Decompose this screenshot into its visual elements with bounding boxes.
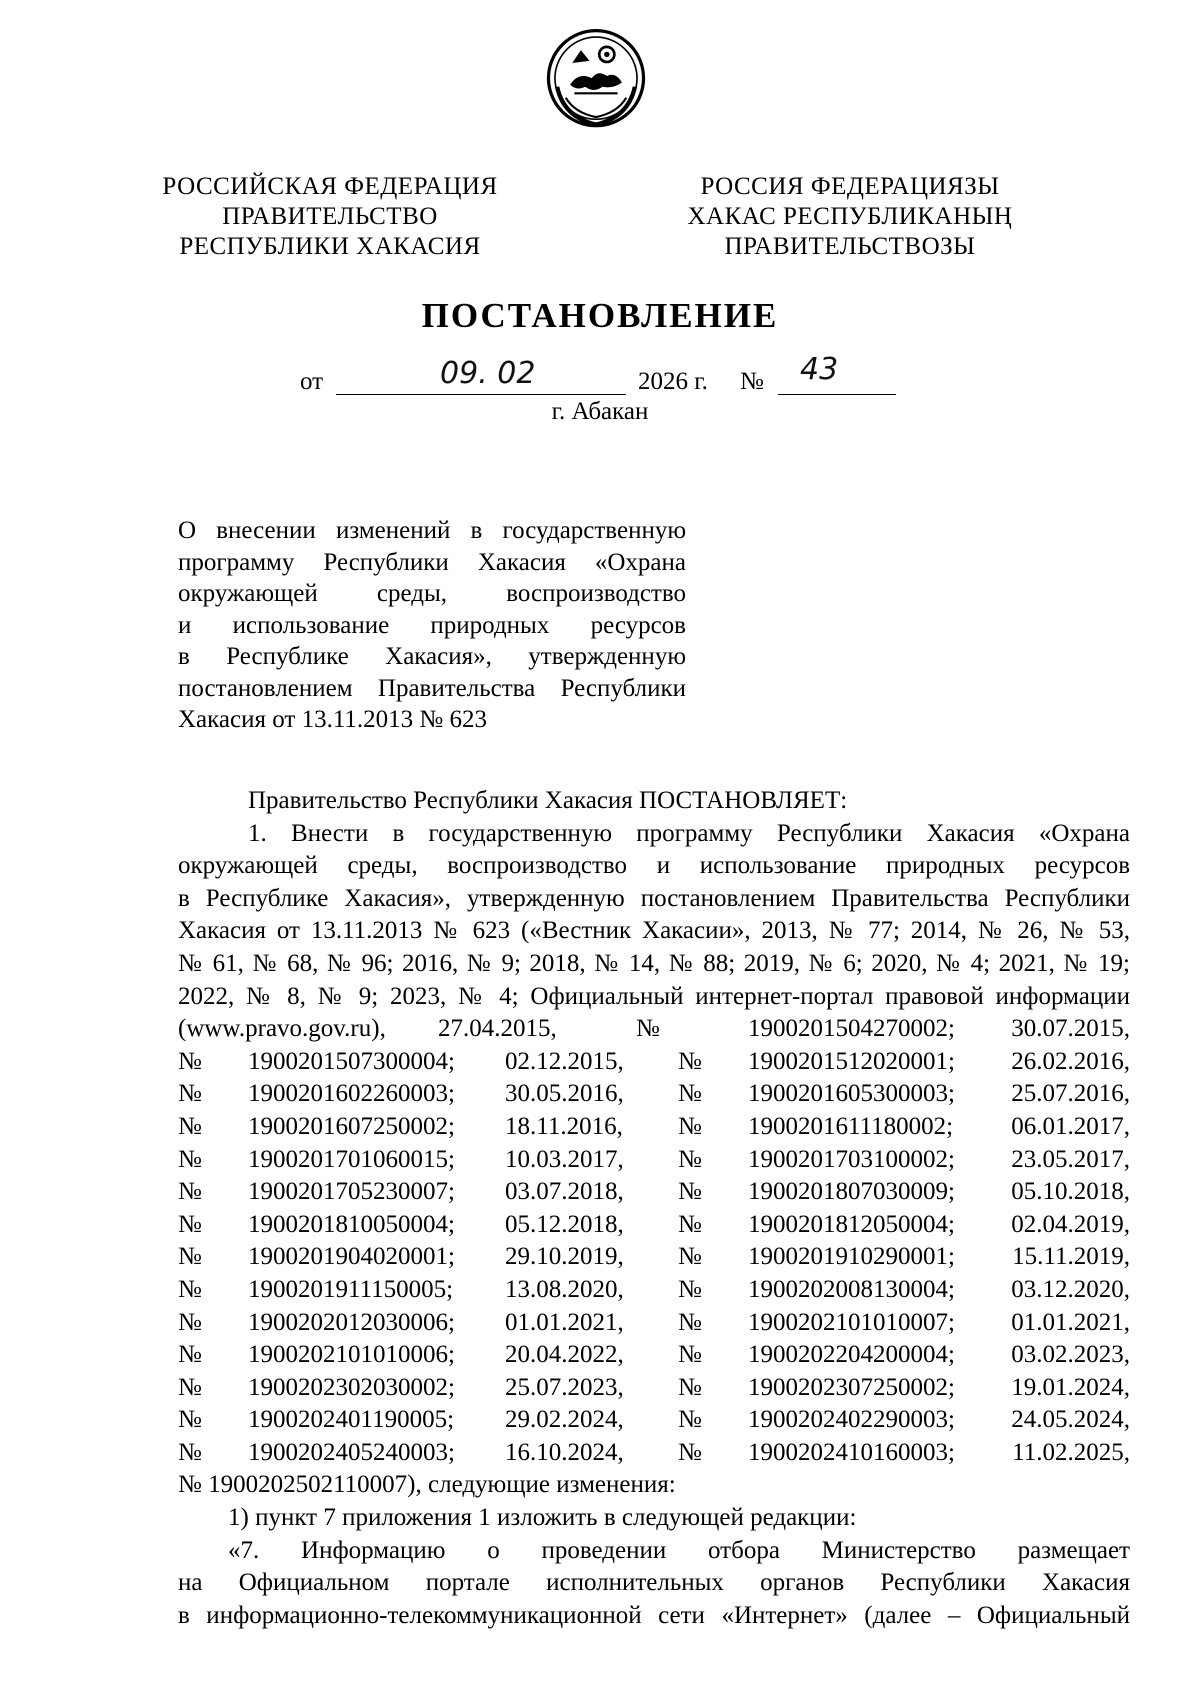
handwritten-number: 43 — [800, 352, 839, 387]
reg-num: 1900202204200004; — [748, 1341, 955, 1369]
registry-row — [178, 1372, 1130, 1405]
preamble: Правительство Республики Хакасия ПОСТАНОВЛЯЕТ: — [248, 787, 848, 814]
reg-no: № — [678, 1341, 702, 1369]
reg-date: 02.04.2019, — [1011, 1210, 1130, 1238]
reg-no: № — [678, 1112, 702, 1140]
reg-date: 29.02.2024, — [505, 1406, 624, 1434]
reg-num: 1900201512020001; — [748, 1047, 955, 1075]
reg-no: № — [636, 1015, 660, 1043]
reg-date: 18.11.2016, — [505, 1112, 623, 1140]
reg-num: 1900201810050004; — [248, 1210, 455, 1238]
reg-date: 25.07.2016, — [1011, 1080, 1130, 1108]
reg-date: 16.10.2024, — [505, 1438, 624, 1466]
header-left-line: ПРАВИТЕЛЬСТВО — [222, 203, 438, 230]
reg-date: 02.12.2015, — [505, 1047, 624, 1075]
reg-date: 24.05.2024, — [1011, 1406, 1130, 1434]
reg-num: 1900202012030006; — [248, 1308, 455, 1336]
subject-line: окружающей среды, воспроизводство — [178, 580, 686, 607]
reg-num: 1900202101010006; — [248, 1341, 455, 1369]
subject-block — [178, 515, 686, 736]
reg-num: 1900202402290003; — [748, 1406, 955, 1434]
reg-no: № — [178, 1080, 202, 1108]
reg-no: № — [678, 1406, 702, 1434]
reg-num: 1900201911150005; — [248, 1275, 454, 1303]
reg-date: 25.07.2023, — [505, 1373, 624, 1401]
reg-no: № — [178, 1341, 202, 1369]
reg-num: 1900202101010007; — [748, 1308, 955, 1336]
reg-date: 05.12.2018, — [505, 1210, 624, 1238]
reg-num: 1900201705230007; — [248, 1178, 455, 1206]
handwritten-date: 09. 02 — [440, 356, 536, 391]
reg-no: № — [678, 1145, 702, 1173]
registry-row-first — [178, 1013, 1130, 1046]
body-line: 1. Внести в государственную программу Республики Хакасия «Охрана — [248, 819, 1130, 847]
reg-num: 1900201904020001; — [248, 1243, 455, 1271]
body-line: окружающей среды, воспроизводство и использование природных ресурсов — [178, 852, 1130, 880]
quote-line: «7. Информацию о проведении отбора Министерство размещает — [228, 1536, 1130, 1564]
reg-no: № — [178, 1438, 202, 1466]
registry-row — [178, 1274, 1130, 1307]
reg-num: 1900201701060015; — [248, 1145, 455, 1173]
reg-num: 1900201812050004; — [748, 1210, 955, 1238]
reg-num: 1900202410160003; — [748, 1438, 955, 1466]
site-ref: (www.pravo.gov.ru), — [178, 1015, 386, 1043]
subject-line: постановлением Правительства Республики — [178, 674, 686, 702]
reg-date: 26.02.2016, — [1011, 1047, 1130, 1075]
reg-num: 1900201607250002; — [248, 1112, 455, 1140]
quote-line: в информационно-телекоммуникационной сети «Интернет» (далее – Официальный — [178, 1601, 1130, 1629]
reg-no: № — [678, 1080, 702, 1108]
reg-num: 1900201703100002; — [748, 1145, 955, 1173]
registry-row — [178, 1046, 1130, 1079]
reg-no: № — [178, 1178, 202, 1206]
registry-row — [178, 1209, 1130, 1242]
registry-row — [178, 1241, 1130, 1274]
reg-date: 03.02.2023, — [1011, 1341, 1130, 1369]
header-right — [620, 172, 1080, 262]
reg-num: 1900202307250002; — [748, 1373, 955, 1401]
reg-no: № — [178, 1308, 202, 1336]
reg-date: 15.11.2019, — [1012, 1243, 1130, 1271]
city: г. Абакан — [551, 398, 649, 425]
reg-num: 1900201611180002; — [748, 1112, 954, 1140]
registry-row — [178, 1404, 1130, 1437]
quote-line: на Официальном портале исполнительных органов Республики Хакасия — [178, 1569, 1130, 1597]
reg-date: 23.05.2017, — [1011, 1145, 1130, 1173]
header-left-line: РОССИЙСКАЯ ФЕДЕРАЦИЯ — [162, 173, 498, 200]
reg-no: № — [678, 1275, 702, 1303]
coat-of-arms-icon — [542, 22, 650, 130]
subject-line: программу Республики Хакасия «Охрана — [178, 548, 686, 576]
body-line: 2022, № 8, № 9; 2023, № 4; Официальный интернет-портал правовой информации — [178, 982, 1130, 1010]
reg-no: № — [678, 1178, 702, 1206]
reg-no: № — [678, 1210, 702, 1238]
reg-date: 19.01.2024, — [1011, 1373, 1130, 1401]
subject-line: и использование природных ресурсов — [178, 611, 686, 639]
reg-date: 03.07.2018, — [505, 1178, 624, 1206]
item-1: 1) пункт 7 приложения 1 изложить в следующей редакции: — [228, 1504, 857, 1532]
reg-date: 29.10.2019, — [505, 1243, 624, 1271]
reg-date: 30.05.2016, — [505, 1080, 624, 1108]
reg-no: № — [178, 1047, 202, 1075]
reg-date: 10.03.2017, — [505, 1145, 624, 1173]
reg-num: 1900201807030009; — [748, 1178, 955, 1206]
reg-no: № — [678, 1047, 702, 1075]
reg-date: 30.07.2015, — [1011, 1015, 1130, 1043]
registry-row — [178, 1144, 1130, 1177]
reg-date: 01.01.2021, — [1011, 1308, 1130, 1336]
reg-date: 13.08.2020, — [505, 1275, 624, 1303]
year-label: 2026 г. — [638, 368, 708, 395]
header-right-line: ХАКАС РЕСПУБЛИКАНЫҢ — [687, 203, 1013, 230]
reg-no: № — [678, 1373, 702, 1401]
subject-line: Хакасия от 13.11.2013 № 623 — [178, 706, 488, 733]
reg-date: 06.01.2017, — [1011, 1112, 1130, 1140]
reg-date: 27.04.2015, — [438, 1015, 557, 1043]
reg-num: 1900201504270002; — [748, 1015, 955, 1043]
reg-num: 1900202401190005; — [248, 1406, 455, 1434]
reg-num: 1900201605300003; — [748, 1080, 955, 1108]
registry-row — [178, 1339, 1130, 1372]
header-left — [100, 172, 560, 262]
registry-row — [178, 1437, 1130, 1470]
reg-no: № — [178, 1112, 202, 1140]
document-title: ПОСТАНОВЛЕНИЕ — [421, 296, 779, 335]
reg-no: № — [678, 1243, 702, 1271]
reg-no: № — [178, 1145, 202, 1173]
reg-num: 1900201507300004; — [248, 1047, 455, 1075]
registry-row — [178, 1176, 1130, 1209]
reg-no: № — [678, 1438, 702, 1466]
closing-line: № 1900202502110007), следующие изменения: — [178, 1471, 676, 1499]
reg-no: № — [678, 1308, 702, 1336]
reg-date: 11.02.2025, — [1012, 1438, 1130, 1466]
reg-num: 1900202405240003; — [248, 1438, 455, 1466]
reg-no: № — [178, 1210, 202, 1238]
subject-line: в Республике Хакасия», утвержденную — [178, 643, 686, 670]
body-line: № 61, № 68, № 96; 2016, № 9; 2018, № 14, № 88; 2019, № 6; 2020, № 4; 2021, № 19; — [178, 949, 1130, 977]
reg-date: 03.12.2020, — [1011, 1275, 1130, 1303]
from-label: от — [300, 368, 324, 395]
body-line: Хакасия от 13.11.2013 № 623 («Вестник Хакасии», 2013, № 77; 2014, № 26, № 53, — [178, 917, 1130, 945]
reg-num: 1900202302030002; — [248, 1373, 455, 1401]
reg-num: 1900202008130004; — [748, 1275, 955, 1303]
header-right-line: РОССИЯ ФЕДЕРАЦИЯЗЫ — [700, 173, 1000, 200]
reg-no: № — [178, 1373, 202, 1401]
reg-date: 05.10.2018, — [1011, 1178, 1130, 1206]
number-label: № — [740, 368, 764, 395]
registry-row — [178, 1111, 1130, 1144]
registry-row — [178, 1078, 1130, 1111]
registry-row — [178, 1307, 1130, 1340]
reg-no: № — [178, 1406, 202, 1434]
reg-date: 01.01.2021, — [505, 1308, 624, 1336]
registry-table — [178, 1046, 1130, 1470]
reg-no: № — [178, 1275, 202, 1303]
subject-line: О внесении изменений в государственную — [178, 517, 686, 544]
header-right-line: ПРАВИТЕЛЬСТВОЗЫ — [724, 233, 976, 260]
reg-num: 1900201910290001; — [748, 1243, 955, 1271]
document-body — [178, 785, 1130, 1632]
reg-num: 1900201602260003; — [248, 1080, 455, 1108]
reg-no: № — [178, 1243, 202, 1271]
header-left-line: РЕСПУБЛИКИ ХАКАСИЯ — [179, 233, 481, 260]
body-line: в Республике Хакасия», утвержденную постановлением Правительства Республики — [178, 884, 1130, 912]
reg-date: 20.04.2022, — [505, 1341, 624, 1369]
